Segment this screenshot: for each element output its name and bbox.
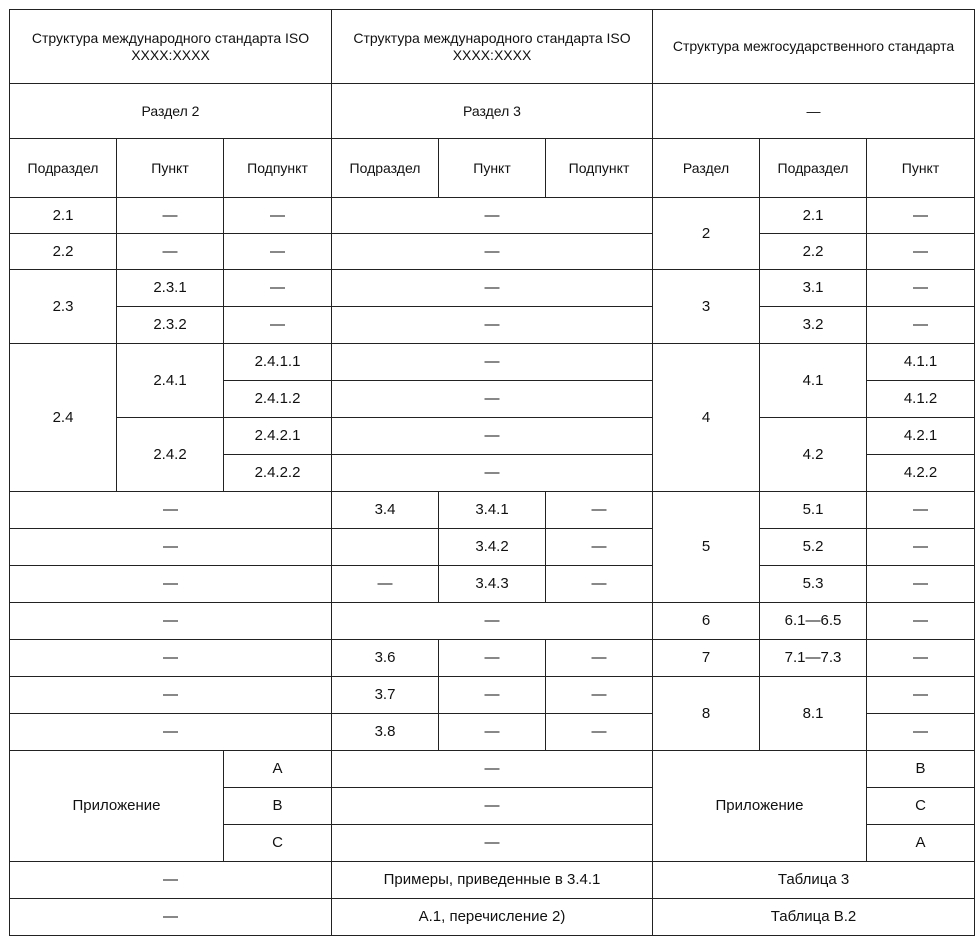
table-cell: — bbox=[332, 788, 653, 825]
table-cell: — bbox=[117, 234, 224, 270]
table-row bbox=[10, 862, 975, 899]
table-row bbox=[10, 198, 975, 234]
table-cell: — bbox=[867, 566, 975, 603]
table-cell: — bbox=[10, 714, 332, 751]
table-row bbox=[10, 751, 975, 788]
table-cell: 2.2 bbox=[760, 234, 867, 270]
table-cell: — bbox=[10, 566, 332, 603]
table-cell: 2.1 bbox=[10, 198, 117, 234]
table-cell: — bbox=[10, 492, 332, 529]
table-cell: 3.6 bbox=[332, 640, 439, 677]
table-cell: 3 bbox=[653, 270, 760, 344]
table-cell: — bbox=[439, 677, 546, 714]
table-cell: 2 bbox=[653, 198, 760, 270]
column-header: Раздел bbox=[653, 139, 760, 198]
table-cell: Таблица 3 bbox=[653, 862, 975, 899]
table-cell: 4.1.2 bbox=[867, 381, 975, 418]
section-label-mgs: — bbox=[653, 84, 975, 139]
column-header: Пункт bbox=[117, 139, 224, 198]
column-header: Подпункт bbox=[224, 139, 332, 198]
table-cell: 4.2 bbox=[760, 418, 867, 492]
table-cell: — bbox=[332, 198, 653, 234]
table-cell: — bbox=[332, 603, 653, 640]
table-cell: — bbox=[332, 751, 653, 788]
table-row bbox=[10, 307, 975, 344]
table-cell: 4.1.1 bbox=[867, 344, 975, 381]
table-cell: 7 bbox=[653, 640, 760, 677]
table-cell: 5.3 bbox=[760, 566, 867, 603]
table-cell: — bbox=[546, 566, 653, 603]
table-cell: — bbox=[332, 344, 653, 381]
table-cell: — bbox=[10, 603, 332, 640]
table-cell: 4.1 bbox=[760, 344, 867, 418]
table-cell: — bbox=[546, 677, 653, 714]
table-cell: C bbox=[867, 788, 975, 825]
table-cell: — bbox=[867, 270, 975, 307]
table-cell: 2.3 bbox=[10, 270, 117, 344]
table-cell: C bbox=[224, 825, 332, 862]
table-row bbox=[10, 270, 975, 307]
table-row bbox=[10, 640, 975, 677]
table-cell: — bbox=[10, 862, 332, 899]
table-cell: 2.4 bbox=[10, 344, 117, 492]
table-cell: — bbox=[439, 714, 546, 751]
header-interstate-standard: Структура межгосударственного стандарта bbox=[653, 10, 975, 84]
section-label-iso1: Раздел 2 bbox=[10, 84, 332, 139]
table-cell: 4 bbox=[653, 344, 760, 492]
table-cell: 2.3.2 bbox=[117, 307, 224, 344]
table-row bbox=[10, 344, 975, 381]
table-cell: Приложение bbox=[10, 751, 224, 862]
table-cell: 4.2.1 bbox=[867, 418, 975, 455]
table-cell: Таблица B.2 bbox=[653, 899, 975, 936]
table-cell: — bbox=[332, 455, 653, 492]
column-header: Подраздел bbox=[760, 139, 867, 198]
table-row bbox=[10, 492, 975, 529]
table-cell: — bbox=[332, 418, 653, 455]
table-cell: 8.1 bbox=[760, 677, 867, 751]
table-cell: 3.4.1 bbox=[439, 492, 546, 529]
table-cell: B bbox=[867, 751, 975, 788]
table-cell: — bbox=[332, 381, 653, 418]
table-cell: — bbox=[224, 234, 332, 270]
correspondence-table bbox=[9, 9, 975, 936]
table-cell: 5.1 bbox=[760, 492, 867, 529]
table-row bbox=[10, 418, 975, 455]
table-cell: 3.4.3 bbox=[439, 566, 546, 603]
table-cell: 3.8 bbox=[332, 714, 439, 751]
table-cell: — bbox=[867, 603, 975, 640]
table-cell: — bbox=[867, 492, 975, 529]
header-iso-standard-2: Структура международного стандарта ISO XXXX:XXXX bbox=[332, 10, 653, 84]
table-cell: 2.4.1.1 bbox=[224, 344, 332, 381]
table-cell: Примеры, приведенные в 3.4.1 bbox=[332, 862, 653, 899]
table-cell: — bbox=[546, 714, 653, 751]
table-cell: — bbox=[867, 714, 975, 751]
table-cell: — bbox=[867, 234, 975, 270]
table-cell: — bbox=[867, 307, 975, 344]
table-cell: 6 bbox=[653, 603, 760, 640]
table-cell: 5 bbox=[653, 492, 760, 603]
table-cell: 3.1 bbox=[760, 270, 867, 307]
table-cell: 2.4.2 bbox=[117, 418, 224, 492]
table-cell: — bbox=[224, 198, 332, 234]
table-cell: 2.1 bbox=[760, 198, 867, 234]
table-cell: — bbox=[867, 529, 975, 566]
table-row bbox=[10, 234, 975, 270]
table-cell: — bbox=[332, 234, 653, 270]
table-cell: 6.1—6.5 bbox=[760, 603, 867, 640]
table-row bbox=[10, 566, 975, 603]
table-cell: Приложение bbox=[653, 751, 867, 862]
table-cell: 4.2.2 bbox=[867, 455, 975, 492]
table-row bbox=[10, 603, 975, 640]
table-cell: 3.4.2 bbox=[439, 529, 546, 566]
section-label-iso2: Раздел 3 bbox=[332, 84, 653, 139]
table-cell: — bbox=[867, 198, 975, 234]
table-cell: 3.4 bbox=[332, 492, 439, 529]
column-header: Подпункт bbox=[546, 139, 653, 198]
table-cell: 8 bbox=[653, 677, 760, 751]
table-cell: 2.4.1.2 bbox=[224, 381, 332, 418]
table-cell: — bbox=[332, 307, 653, 344]
table-cell: — bbox=[332, 270, 653, 307]
table-cell: 2.4.2.1 bbox=[224, 418, 332, 455]
table-cell: — bbox=[10, 899, 332, 936]
table-cell: A bbox=[224, 751, 332, 788]
table-cell: — bbox=[332, 566, 439, 603]
table-row bbox=[10, 899, 975, 936]
table-cell: 2.3.1 bbox=[117, 270, 224, 307]
header-iso-standard-1: Структура международного стандарта ISO XXXX:XXXX bbox=[10, 10, 332, 84]
column-header: Подраздел bbox=[332, 139, 439, 198]
column-header: Подраздел bbox=[10, 139, 117, 198]
table-cell: — bbox=[867, 640, 975, 677]
table-cell: — bbox=[867, 677, 975, 714]
table-cell: — bbox=[546, 492, 653, 529]
table-cell: 7.1—7.3 bbox=[760, 640, 867, 677]
table-cell: 2.4.2.2 bbox=[224, 455, 332, 492]
table-cell: — bbox=[224, 307, 332, 344]
table-cell: A.1, перечисление 2) bbox=[332, 899, 653, 936]
table-cell: 5.2 bbox=[760, 529, 867, 566]
table-cell: B bbox=[224, 788, 332, 825]
table-cell: A bbox=[867, 825, 975, 862]
table-cell: — bbox=[332, 825, 653, 862]
table-cell: — bbox=[546, 640, 653, 677]
table-cell: 3.7 bbox=[332, 677, 439, 714]
table-row bbox=[10, 677, 975, 714]
table-cell: 3.2 bbox=[760, 307, 867, 344]
table-cell: 2.4.1 bbox=[117, 344, 224, 418]
table-cell: — bbox=[10, 640, 332, 677]
table-cell bbox=[332, 529, 439, 566]
column-header: Пункт bbox=[439, 139, 546, 198]
table-cell: 2.2 bbox=[10, 234, 117, 270]
column-header: Пункт bbox=[867, 139, 975, 198]
table-cell: — bbox=[224, 270, 332, 307]
table-row bbox=[10, 529, 975, 566]
table-cell: — bbox=[546, 529, 653, 566]
table-cell: — bbox=[439, 640, 546, 677]
table-cell: — bbox=[117, 198, 224, 234]
table-cell: — bbox=[10, 677, 332, 714]
table-cell: — bbox=[10, 529, 332, 566]
